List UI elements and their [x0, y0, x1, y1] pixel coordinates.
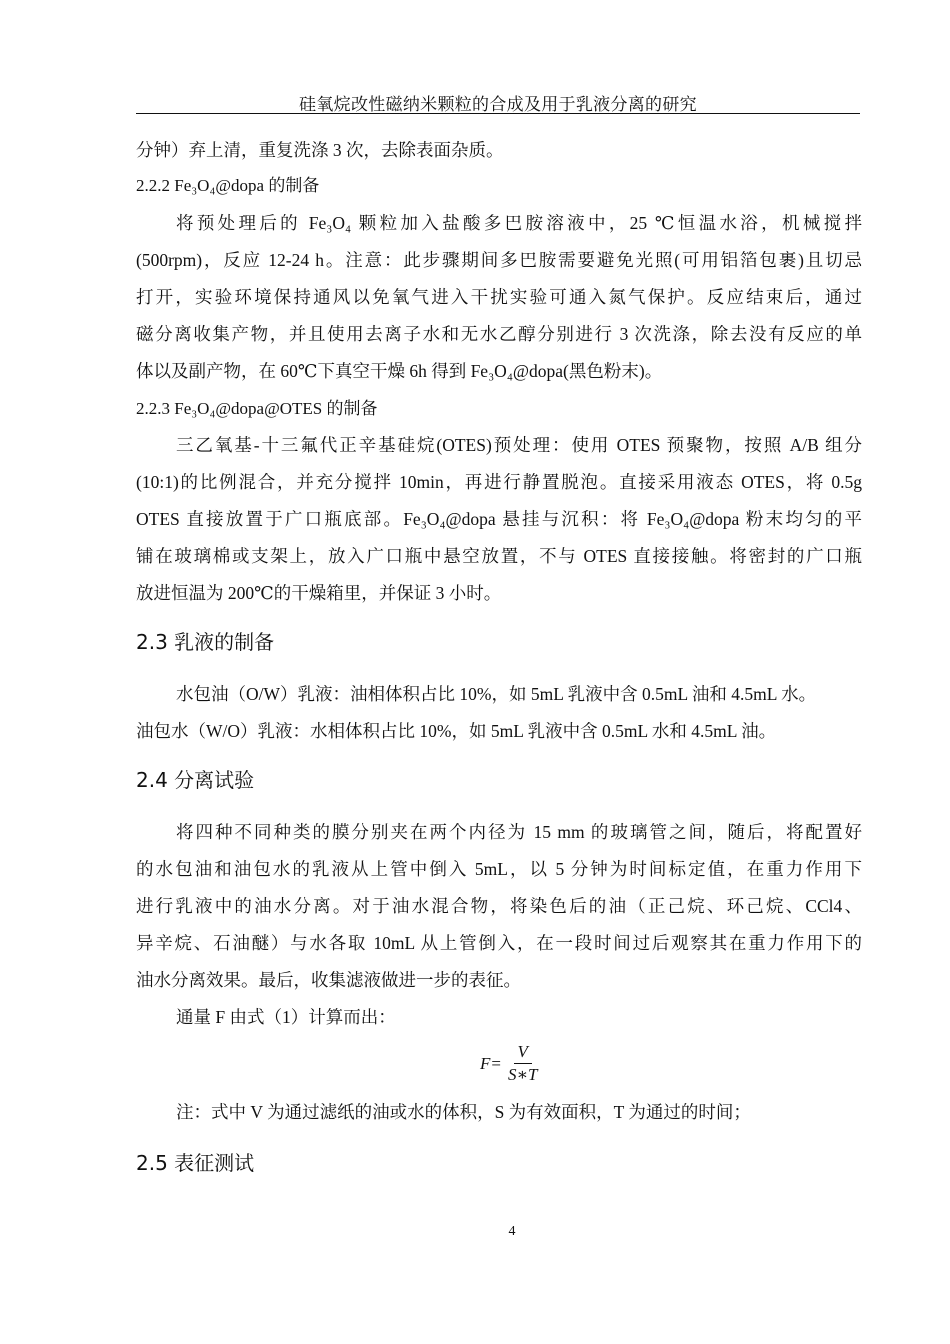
section-heading-2-4: 2.4 分离试验	[136, 768, 255, 792]
paragraph-line: 铺在玻璃棉或支架上，放入广口瓶中悬空放置，不与 OTES 直接接触。将密封的广口瓶	[136, 546, 862, 566]
paragraph-line: 的水包油和油包水的乳液从上管中倒入 5mL，以 5 分钟为时间标定值，在重力作用下	[136, 859, 862, 879]
formula-denominator: S∗T	[507, 1065, 538, 1084]
formula-note: 注：式中 V 为通过滤纸的油或水的体积，S 为有效面积，T 为通过的时间；	[176, 1102, 751, 1122]
paragraph-line: 异辛烷、石油醚）与水各取 10mL 从上管倒入，在一段时间过后观察其在重力作用下的	[136, 933, 862, 953]
subsection-heading-2-2-2: 2.2.2 Fe₃O₄@dopa 的制备	[136, 176, 320, 195]
paragraph-line: 放进恒温为 200℃的干燥箱里，并保证 3 小时。	[136, 583, 502, 603]
paragraph-line: OTES 直接放置于广口瓶底部。Fe₃O₄@dopa 悬挂与沉积：将 Fe₃O₄@dopa 粉末均匀的平	[136, 509, 862, 529]
paragraph-line: 分钟）弃上清，重复洗涤 3 次，去除表面杂质。	[136, 140, 504, 160]
paragraph-line: 油包水（W/O）乳液：水相体积占比 10%，如 5mL 乳液中含 0.5mL 水和 4.5mL 油。	[136, 721, 777, 741]
paragraph-line: 三乙氧基-十三氟代正辛基硅烷(OTES)预处理：使用 OTES 预聚物，按照 A/B 组分	[176, 435, 862, 455]
formula-fraction	[504, 1042, 542, 1085]
paragraph-line: 水包油（O/W）乳液：油相体积占比 10%，如 5mL 乳液中含 0.5mL 油和 4.5mL 水。	[176, 684, 817, 704]
section-heading-2-5: 2.5 表征测试	[136, 1151, 255, 1175]
formula-lhs: F	[480, 1053, 491, 1073]
running-header: 硅氧烷改性磁纳米颗粒的合成及用于乳液分离的研究	[299, 95, 697, 114]
section-heading-2-3: 2.3 乳液的制备	[136, 630, 275, 654]
paragraph-line: 将四种不同种类的膜分别夹在两个内径为 15 mm 的玻璃管之间，随后，将配置好	[176, 822, 862, 842]
paragraph-line: 油水分离效果。最后，收集滤液做进一步的表征。	[136, 970, 521, 990]
paragraph-line: 体以及副产物，在 60℃下真空干燥 6h 得到 Fe₃O₄@dopa(黑色粉末)。	[136, 361, 663, 381]
paragraph-line: (500rpm)，反应 12-24 h。注意：此步骤期间多巴胺需要避免光照(可用铝箔包裹)且切忌	[136, 250, 862, 270]
flux-formula	[480, 1042, 542, 1085]
page-number: 4	[508, 1224, 516, 1239]
paragraph-line: 磁分离收集产物，并且使用去离子水和无水乙醇分别进行 3 次洗涤，除去没有反应的单	[136, 324, 862, 344]
paragraph-line: 进行乳液中的油水分离。对于油水混合物，将染色后的油（正己烷、环己烷、CCl4、	[136, 896, 862, 916]
paragraph-line: 将预处理后的 Fe₃O₄ 颗粒加入盐酸多巴胺溶液中，25 ℃恒温水浴，机械搅拌	[176, 213, 862, 233]
header-rule	[136, 113, 860, 114]
paragraph-line: (10:1)的比例混合，并充分搅拌 10min，再进行静置脱泡。直接采用液态 OTES，将 0.5g	[136, 472, 862, 492]
formula-equals: =	[491, 1053, 501, 1073]
formula-numerator: V	[514, 1042, 532, 1064]
subsection-heading-2-2-3: 2.2.3 Fe₃O₄@dopa@OTES 的制备	[136, 399, 378, 418]
paragraph-line: 通量 F 由式（1）计算而出：	[176, 1007, 396, 1027]
paragraph-line: 打开，实验环境保持通风以免氧气进入干扰实验可通入氮气保护。反应结束后，通过	[136, 287, 862, 307]
